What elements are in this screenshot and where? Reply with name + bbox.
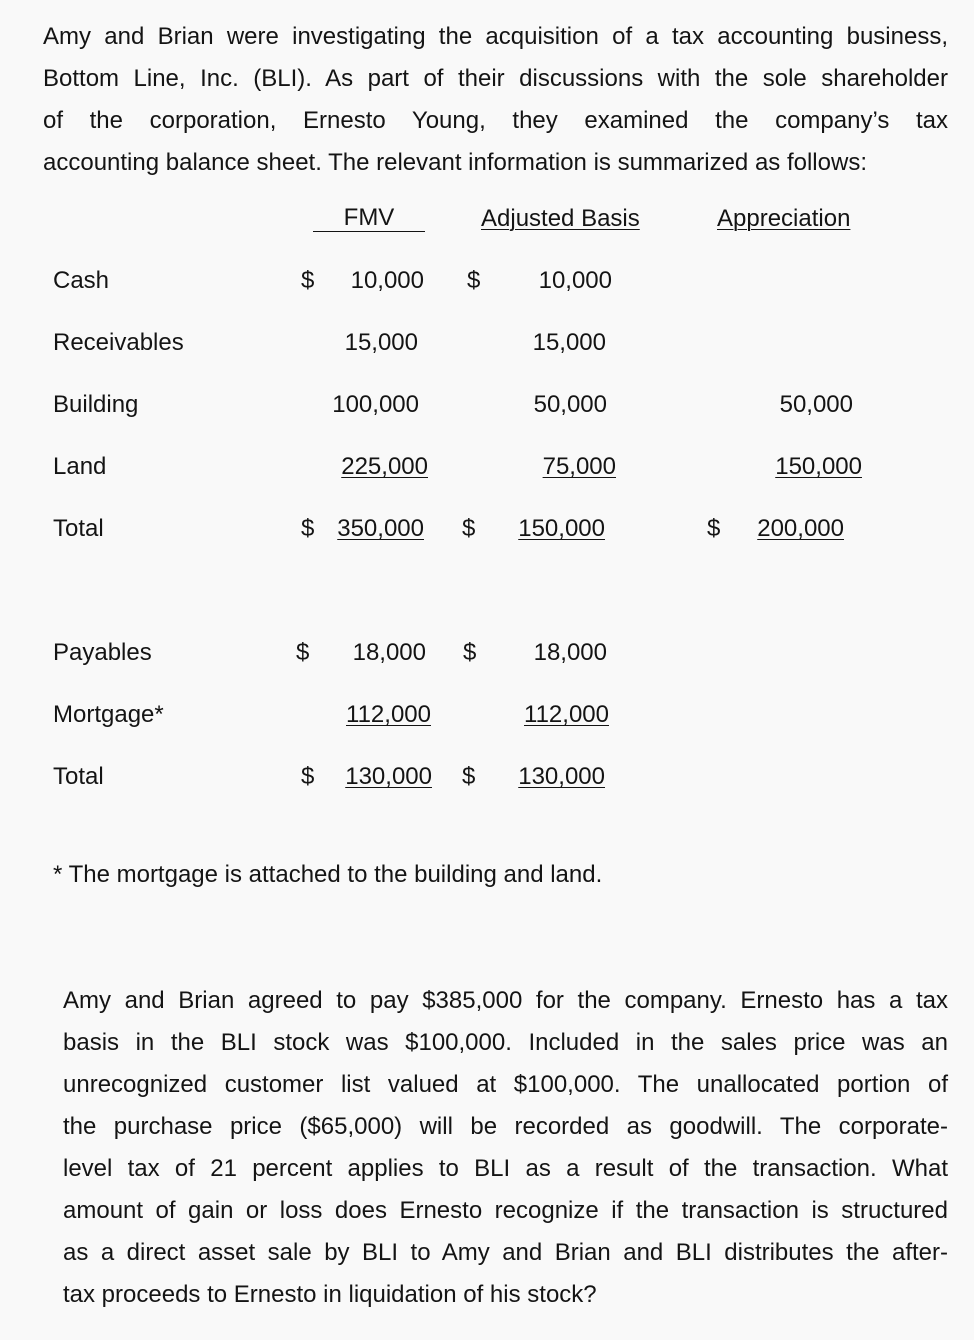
row-label-mortgage: Mortgage* [53,701,164,728]
liabilities-total-fmv: 130,000 [345,763,432,790]
assets-total-fmv: 350,000 [337,515,424,542]
mortgage-basis: 112,000 [524,701,609,728]
row-label-assets-total: Total [53,515,104,542]
currency-sign: $ [462,515,476,542]
row-label-cash: Cash [53,267,110,294]
currency-sign: $ [707,515,721,542]
question-line-1: Amy and Brian agreed to pay $385,000 for the company. Ernesto has a tax [63,987,948,1014]
question-line-2: basis in the BLI stock was $100,000. Included in the sales price was an [63,1029,948,1056]
header-fmv: FMV [313,205,425,232]
intro-paragraph [43,16,948,184]
building-basis: 50,000 [533,391,607,418]
row-label-receivables: Receivables [53,329,184,356]
currency-sign: $ [296,639,310,666]
intro-line-2: Bottom Line, Inc. (BLI). As part of their discussions with the sole shareholder [43,65,948,92]
land-fmv: 225,000 [341,453,428,480]
row-label-payables: Payables [53,639,152,666]
question-line-3: unrecognized customer list valued at $100,000. The unallocated portion of [63,1071,948,1098]
liabilities-total-basis: 130,000 [518,763,605,790]
question-line-7: as a direct asset sale by BLI to Amy and Brian and BLI distributes the after- [63,1239,948,1266]
row-label-liabilities-total: Total [53,763,104,790]
assets-total-appreciation: 200,000 [757,515,844,542]
header-adjusted-basis: Adjusted Basis [481,205,640,232]
mortgage-footnote: * The mortgage is attached to the building and land. [53,861,603,888]
currency-sign: $ [467,267,481,294]
currency-sign: $ [463,639,477,666]
currency-sign: $ [301,515,315,542]
building-fmv: 100,000 [332,391,419,418]
cash-fmv: 10,000 [350,267,424,294]
currency-sign: $ [301,267,315,294]
intro-line-3: of the corporation, Ernesto Young, they examined the company’s tax [43,107,948,134]
question-line-5: level tax of 21 percent applies to BLI as a result of the transaction. What [63,1155,948,1182]
land-appreciation: 150,000 [775,453,862,480]
header-appreciation: Appreciation [717,205,851,232]
payables-fmv: 18,000 [352,639,426,666]
payables-basis: 18,000 [533,639,607,666]
receivables-basis: 15,000 [532,329,606,356]
intro-line-1: Amy and Brian were investigating the acquisition of a tax accounting business, [43,23,948,50]
question-line-4: the purchase price ($65,000) will be recorded as goodwill. The corporate- [63,1113,948,1140]
currency-sign: $ [301,763,315,790]
row-label-building: Building [53,391,139,418]
question-paragraph [63,980,948,1316]
assets-total-basis: 150,000 [518,515,605,542]
question-line-8: tax proceeds to Ernesto in liquidation of his stock? [63,1281,597,1308]
question-line-6: amount of gain or loss does Ernesto recognize if the transaction is structured [63,1197,948,1224]
land-basis: 75,000 [542,453,616,480]
row-label-land: Land [53,453,107,480]
intro-line-4: accounting balance sheet. The relevant information is summarized as follows: [43,149,867,176]
receivables-fmv: 15,000 [344,329,418,356]
mortgage-fmv: 112,000 [346,701,431,728]
currency-sign: $ [462,763,476,790]
building-appreciation: 50,000 [779,391,853,418]
cash-basis: 10,000 [538,267,612,294]
